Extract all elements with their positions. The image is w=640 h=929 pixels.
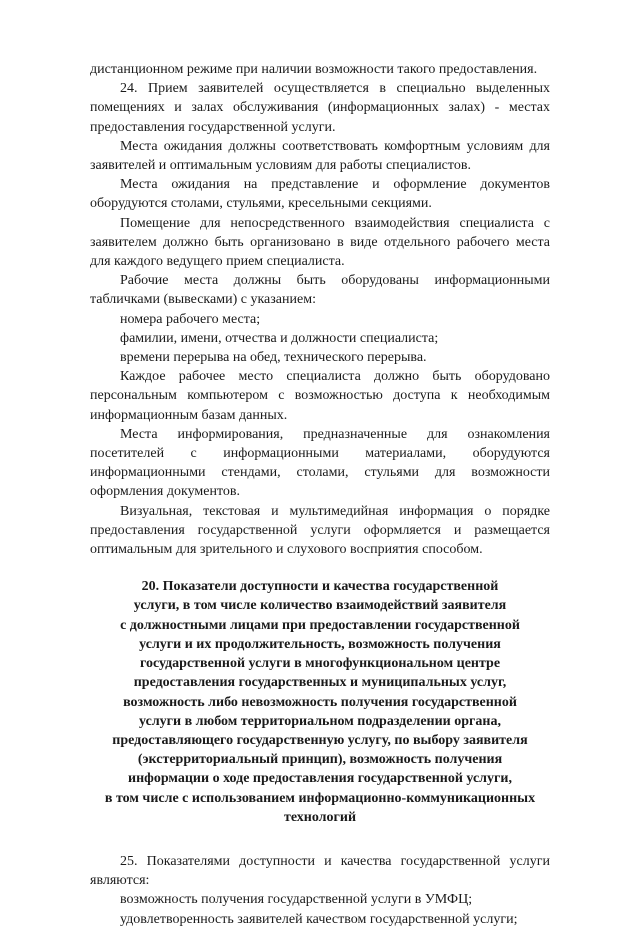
heading-line: технологий (283, 809, 357, 825)
heading-line: услуги и их продолжительность, возможность получения (139, 636, 501, 652)
paragraph: Рабочие места должны быть оборудованы информационными табличками (вывесками) с указанием: (90, 273, 550, 308)
paragraph: Помещение для непосредственного взаимодействия специалиста с заявителем должно быть организовано в виде отдельного рабочего места для каждого ведущего прием специалиста. (90, 215, 550, 270)
paragraph: Места ожидания должны соответствовать комфортным условиям для заявителей и оптимальным условиям для работы специалистов. (90, 138, 550, 174)
document-body (90, 60, 550, 929)
heading-line: государственной услуги в многофункциональном центре (139, 656, 501, 672)
paragraph: Каждое рабочее место специалиста должно быть оборудовано персональным компьютером с возможностью доступа к необходимым информационным базам данных. (90, 369, 550, 423)
heading-line: с должностными лицами при предоставлении государственной (120, 617, 520, 633)
section-heading (90, 577, 550, 827)
paragraph: возможность получения государственной услуги в УМФЦ; (120, 892, 473, 908)
heading-line: предоставляющего государственную услугу, по выбору заявителя (112, 732, 528, 748)
paragraph: номера рабочего места; (120, 311, 261, 327)
paragraph: 25. Показателями доступности и качества государственной услуги являются: (90, 853, 550, 889)
heading-line: информации о ходе предоставления государственной услуги, (128, 771, 512, 787)
spacer (90, 827, 550, 852)
paragraph: Места информирования, предназначенные для ознакомления посетителей с информационными материалами, оборудуются информационными стендами, столами, стульями для возможности оформления документов. (90, 426, 550, 500)
heading-line: 20. Показатели доступности и качества государственной (141, 579, 499, 595)
paragraph: дистанционном режиме при наличии возможности такого предоставления. (90, 62, 538, 77)
heading-line: возможность либо невозможность получения государственной (123, 694, 517, 710)
paragraph: фамилии, имени, отчества и должности специалиста; (120, 330, 439, 346)
heading-line: (экстерриториальный принцип), возможность получения (137, 752, 503, 768)
paragraph: Визуальная, текстовая и мультимедийная информация о порядке предоставления государственной услуги оформляется и размещается оптимальным для зрительного и слухового восприятия способом. (90, 503, 550, 558)
paragraph: 24. Прием заявителей осуществляется в специально выделенных помещениях и залах обслуживания (информационных залах) - местах предоставления государственной услуги. (90, 81, 550, 135)
paragraphs-bottom (90, 852, 550, 929)
paragraph: Места ожидания на представление и оформление документов оборудуются столами, стульями, кресельными секциями. (90, 177, 550, 212)
heading-line: предоставления государственных и муниципальных услуг, (133, 675, 507, 691)
paragraph: времени перерыва на обед, технического перерыва. (120, 350, 427, 366)
paragraphs-top (90, 60, 550, 559)
heading-line: услуги, в том числе количество взаимодействий заявителя (133, 598, 507, 614)
heading-line: в том числе с использованием информационно-коммуникационных (104, 790, 536, 806)
paragraph: удовлетворенность заявителей качеством государственной услуги; (120, 911, 518, 927)
heading-line: услуги в любом территориальном подразделении органа, (139, 713, 501, 729)
